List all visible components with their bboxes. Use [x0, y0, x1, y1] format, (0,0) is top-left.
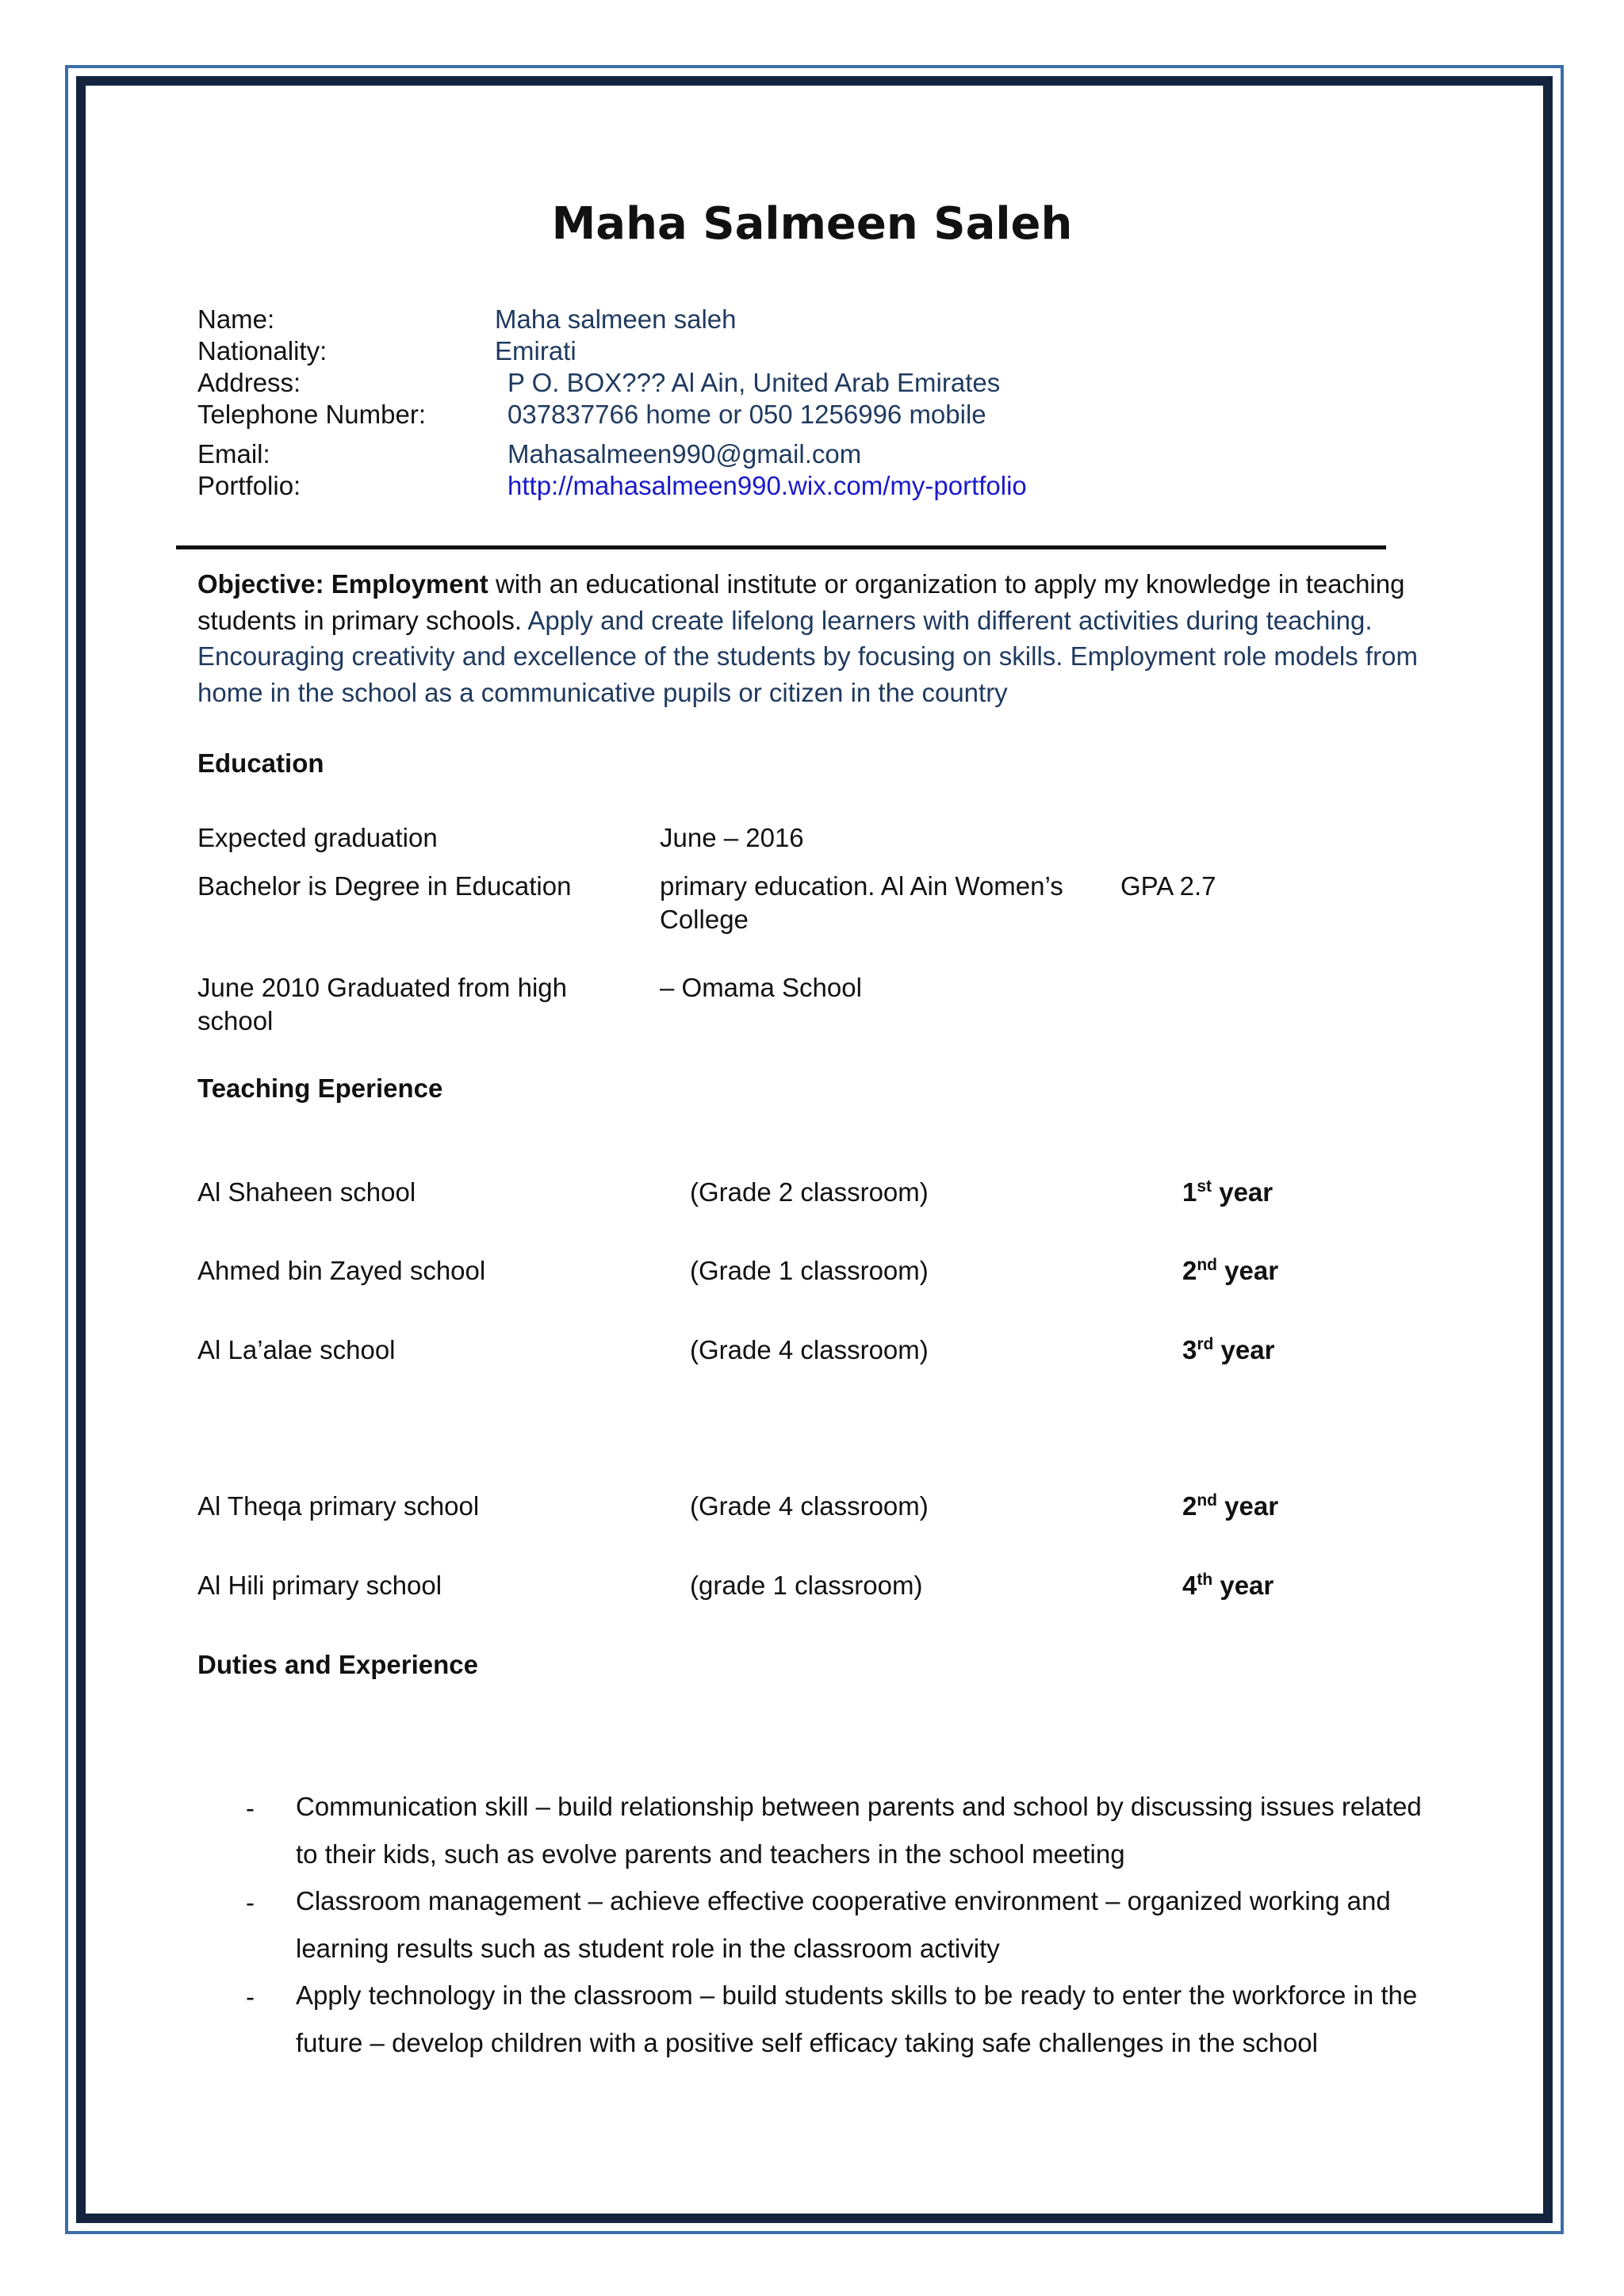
- email-label: Email:: [197, 439, 270, 469]
- teaching-heading: Teaching Eperience: [197, 1073, 443, 1103]
- duty-item: Communication skill – build relationship between parents and school by discussing issues related to their kids, such as evolve parents and teachers in the school meeting: [296, 1792, 1422, 1869]
- teaching-year: 3rd year: [1182, 1335, 1275, 1364]
- objective-label: Objective:: [197, 569, 324, 599]
- section-divider: [176, 545, 1386, 549]
- teaching-school: Al Shaheen school: [197, 1177, 416, 1207]
- objective-paragraph: [197, 566, 1434, 710]
- teaching-school: Al Theqa primary school: [197, 1491, 480, 1521]
- teaching-grade: (Grade 4 classroom): [690, 1335, 929, 1364]
- education-row-label-cont: school: [197, 1006, 274, 1035]
- bullet-dash: -: [246, 1888, 255, 1917]
- education-row-label: June 2010 Graduated from high: [197, 973, 567, 1002]
- teaching-school: Ahmed bin Zayed school: [197, 1256, 486, 1285]
- nationality-label: Nationality:: [197, 336, 327, 365]
- name-label: Name:: [197, 304, 275, 334]
- education-heading: Education: [197, 748, 324, 778]
- objective-text-secondary: Apply and create lifelong learners with different activities during teaching. Encouraging creativity and excellence of the students by focusing on skills. Employment role models from home in the school as a communicative pupils or citizen in the country: [197, 605, 1418, 707]
- phone-value: 037837766 home or 050 1256996 mobile: [508, 400, 986, 429]
- objective-text-primary: with an educational institute or organization to apply my knowledge in teaching students in primary schools.: [197, 569, 1405, 635]
- duties-heading: Duties and Experience: [197, 1650, 478, 1679]
- address-label: Address:: [197, 368, 301, 397]
- teaching-grade: (Grade 2 classroom): [690, 1177, 929, 1207]
- portfolio-link[interactable]: http://mahasalmeen990.wix.com/my-portfolio: [508, 471, 1027, 500]
- education-row-value: primary education. Al Ain Women’s: [660, 871, 1063, 901]
- objective-lead: Employment: [331, 569, 488, 599]
- teaching-grade: (grade 1 classroom): [690, 1571, 923, 1600]
- education-row-value: – Omama School: [660, 973, 862, 1002]
- nationality-value: Emirati: [495, 336, 576, 365]
- teaching-year: 4th year: [1182, 1571, 1274, 1600]
- teaching-grade: (Grade 1 classroom): [690, 1256, 929, 1285]
- address-value: P O. BOX??? Al Ain, United Arab Emirates: [508, 368, 1001, 397]
- teaching-year: 2nd year: [1182, 1256, 1279, 1285]
- education-row-label: Bachelor is Degree in Education: [197, 871, 572, 901]
- education-row-value-cont: College: [660, 905, 749, 934]
- email-value[interactable]: Mahasalmeen990@gmail.com: [508, 439, 862, 469]
- phone-label: Telephone Number:: [197, 400, 427, 429]
- teaching-school: Al Hili primary school: [197, 1571, 442, 1600]
- bullet-dash: -: [246, 1793, 255, 1823]
- gpa-value: GPA 2.7: [1120, 871, 1216, 901]
- education-row-value: June – 2016: [660, 823, 804, 852]
- education-row-label: Expected graduation: [197, 823, 438, 852]
- duty-item: Apply technology in the classroom – build students skills to be ready to enter the workforce in the future – develop children with a positive self efficacy taking safe challenges in the school: [296, 1980, 1418, 2057]
- teaching-year: 2nd year: [1182, 1491, 1279, 1521]
- name-value: Maha salmeen saleh: [495, 304, 737, 334]
- teaching-year: 1st year: [1182, 1177, 1274, 1207]
- teaching-grade: (Grade 4 classroom): [690, 1491, 929, 1521]
- teaching-school: Al La’alae school: [197, 1335, 396, 1364]
- bullet-dash: -: [246, 1982, 255, 2011]
- portfolio-label: Portfolio:: [197, 471, 301, 500]
- duty-item: Classroom management – achieve effective cooperative environment – organized working and learning results such as student role in the classroom activity: [296, 1886, 1391, 1963]
- resume-title: Maha Salmeen Saleh: [551, 198, 1073, 250]
